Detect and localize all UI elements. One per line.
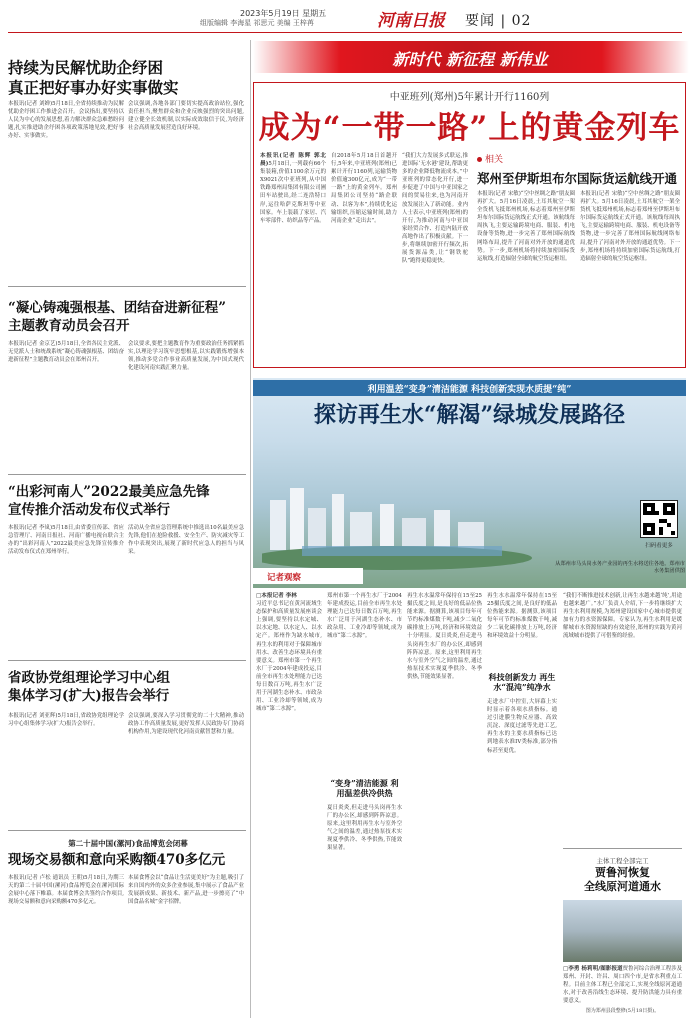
column-divider <box>250 40 251 1018</box>
feature-column-3: 再生水水温常年保持在15至25摄氏度之间,是良好的低品位热能来源。据测算,该项目每年可节约标准煤数千吨,减少二氧化碳排放上万吨,经济和环境效益十分明显。夏日炎炎,但走进马头岗再生水厂的办公区,却感到阵阵凉意。原来,这里利用再生水与室外空气之间的温差,通过热泵技术实现夏季供冷、冬季供热,节能效果显著。 <box>407 593 482 680</box>
article5-column-1: 本报讯(记者 卢松 通讯员 王朝)5月18日,为期三天的第二十届中国(漯河)食品博览会在漯河国际会展中心落下帷幕。本届食博会共签约合作项目,现场交易额和意向采购额470多亿元。 <box>8 875 124 906</box>
article2-column-2: 会议要求,要把主题教育作为重要政治任务抓紧抓实,以理论学习筑牢思想根基,以实践锻炼增强本领,推动多党合作事业高质量发展,为中国式现代化建设河南实践汇聚力量。 <box>128 341 244 372</box>
qr-code[interactable] <box>640 500 678 538</box>
feature-photo-caption: 从郑州市马头岗水务产业园的再生水将送往各地。郑州市水务集团供图 <box>555 561 685 574</box>
article4-column-2: 会议强调,要深入学习贯彻党的二十大精神,推动政协工作高质量发展,更好发挥人民政协专门协商机构作用,为建设现代化河南贡献智慧和力量。 <box>128 713 244 736</box>
qr-code-icon <box>643 503 675 535</box>
article5-title[interactable]: 现场交易额和意向采购额470多亿元 <box>8 852 226 868</box>
feature-column-5: “我们不断推进技术创新,让再生水越来越‘纯’,用途也越来越广。”水厂负责人介绍,下一步将继续扩大再生水利用规模,为郑州建设国家中心城市提供更加有力的水资源保障。专家认为,再生水利用是缓解城市水资源短缺的有效途径,郑州的实践为黄河流域城市提供了可借鉴的经验。 <box>563 593 682 640</box>
article-divider <box>8 830 246 831</box>
lead-byline: 本报讯(记者 陈辉 郭北晨) <box>260 153 326 168</box>
feature-column-1: □本报记者 李林 习近平总书记在黄河流域生态保护和高质量发展座谈会上强调,要坚持以水定城、以水定地、以水定人、以水定产。郑州作为缺水城市,再生水的利用对于保障城市用水、改善生态环境具有重要意义。郑州市第一个再生水厂于2004年建成投运,目前全市再生水处理能力已达每日数百万吨,再生水广泛用于河湖生态补水、市政杂用、工业冷却等领域,成为城市“第二水源”。 <box>256 593 322 713</box>
header-rule <box>8 32 682 33</box>
article2-title-line2[interactable]: 主题教育动员会召开 <box>8 318 130 334</box>
article1-column-2: 会议强调,各地各部门要切实提高政治站位,强化责任担当,聚焦群众和企业反映强烈的突出问题,建立健全长效机制,以实际成效取信于民,为经济社会高质量发展营造良好环境。 <box>128 101 244 132</box>
feature-subhead-2: 科技创新发力 再生水“混沌”纯净水 <box>488 672 556 692</box>
qr-label: 扫码看更多 <box>645 543 673 549</box>
bottom-box-rule <box>563 848 682 849</box>
bullet-icon <box>477 157 482 162</box>
feature-byline: □本报记者 李林 <box>256 593 297 599</box>
bottom-kicker: 主体工程全部完工 <box>596 857 649 865</box>
feature-column-4b: 走进水厂中控室,大屏幕上实时显示着各项水质指标。通过引进膜生物反应器、高效沉淀、深度过滤等先进工艺,再生水的主要水质指标已达到地表水准IV类标准,部分指标甚至更优。 <box>487 699 557 754</box>
section-name: 要闻 | 02 <box>465 13 532 29</box>
feature-column-2b: 夏日炎炎,但走进马头岗再生水厂的办公区,却感到阵阵凉意。原来,这里利用再生水与室外空气之间的温差,通过热泵技术实现夏季供冷、冬季供热,节能效果显著。 <box>327 805 402 852</box>
article3-title-line1[interactable]: “出彩河南人”2022最美应急先锋 <box>8 484 210 500</box>
feature-subhead-1: “变身”清洁能源 利用温差供冷供热 <box>330 778 399 798</box>
article5-kicker: 第二十届中国(漯河)食品博览会闭幕 <box>68 839 188 848</box>
article4-title-line2[interactable]: 集体学习(扩大)报告会举行 <box>8 688 170 704</box>
related-column-1: 本报讯(记者 宋敏)“空中丝绸之路”朋友圈再扩大。5月16日凌晨,土耳其航空一架全货机飞抵郑州机场,标志着郑州至伊斯坦布尔国际货运航线正式开通。该航线每周执飞,主要运输跨境电商、服装、机电设备等货物,进一步完善了郑州国际航线网络布局,提升了河南对外开放的通道优势。下一步,郑州机场将持续加密国际货运航线,打造辐射全球的航空货运枢纽。 <box>477 191 575 262</box>
bottom-photo-caption: 图为郑州县段整修(5月18日摄)。 <box>585 1008 660 1014</box>
feature-column-4: 再生水水温常年保持在15至25摄氏度之间,是良好的低品位热能来源。据测算,该项目每年可节约标准煤数千吨,减少二氧化碳排放上万吨,经济和环境效益十分明显。 <box>487 593 557 640</box>
article1-column-1: 本报讯(记者 刘婵)5月18日,全省持续推动为民解忧助企纾困工作推进会召开。会议指出,要坚持以人民为中心的发展思想,着力解决群众急难愁盼问题,扎实推进助企纾困各项政策落地见效,把好事办好、实事做实。 <box>8 101 124 140</box>
theme-banner-text: 新时代 新征程 新伟业 <box>392 50 548 69</box>
lead-kicker: 中亚班列(郑州)5年累计开行1160列 <box>389 92 550 103</box>
related-headline[interactable]: 郑州至伊斯坦布尔国际货运航线开通 <box>477 171 678 186</box>
article1-title-line1[interactable]: 持续为民解忧助企纾困 <box>8 58 164 77</box>
article5-column-2: 本届食博会以“食品让生活更美好”为主题,吸引了来自国内外的众多企业参展,集中展示了食品产业发展新成果、新技术、新产品,进一步擦亮了“中国食品名城”金字招牌。 <box>128 875 244 906</box>
bottom-headline-2[interactable]: 全线原河道通水 <box>584 880 661 893</box>
river-photo <box>563 900 682 962</box>
article2-column-1: 本报讯(记者 金京艺)5月18日,全省各民主党派、无党派人士和统战系统“凝心铸魂强根基、团结奋进新征程”主题教育动员会在郑州召开。 <box>8 341 124 364</box>
observer-tag: 记者观察 <box>253 568 363 584</box>
article3-column-2: 活动从全省应急管理系统中推选出10名最美应急先锋,他们在抢险救援、安全生产、防灾减灾等工作中表现突出,展现了新时代应急人的担当与风采。 <box>128 525 244 556</box>
related-column-2: 本报讯(记者 宋敏)“空中丝绸之路”朋友圈再扩大。5月16日凌晨,土耳其航空一架全货机飞抵郑州机场,标志着郑州至伊斯坦布尔国际货运航线正式开通。该航线每周执飞,主要运输跨境电商、服装、机电设备等货物,进一步完善了郑州国际航线网络布局,提升了河南对外开放的通道优势。下一步,郑州机场将持续加密国际货运航线,打造辐射全球的航空货运枢纽。 <box>580 191 680 262</box>
article-divider <box>8 474 246 475</box>
feature-column-2: 郑州市第一个再生水厂于2004年建成投运,目前全市再生水处理能力已达每日数百万吨,再生水广泛用于河湖生态补水、市政杂用、工业冷却等领域,成为城市“第二水源”。 <box>327 593 402 640</box>
article4-column-1: 本报讯(记者 刘亚辉)5月18日,省政协党组理论学习中心组集体学习(扩大)报告会举行。 <box>8 713 124 728</box>
editor-credits: 组版编辑 李海星 祁思元 美编 王梓苒 <box>200 19 314 27</box>
article-divider <box>8 286 246 287</box>
bottom-headline-1[interactable]: 贾鲁河恢复 <box>595 866 650 879</box>
feature-headline[interactable]: 探访再生水“解渴”绿城发展路径 <box>313 402 626 428</box>
lead-column-3: “我们大力发展多式联运,推进国际‘无水港’建设,帮助更多的企业降低物流成本。”中亚班列的常态化开行,进一步促进了中国与中亚国家之间的贸易往来,也为河南开放发展注入了新动能。业内人士表示,中亚班列(郑州)的开行,为推动河南与中亚国家经贸合作、打造内陆开放高地作出了积极贡献。下一步,将继续加密开行频次,拓展货源品类,让“钢铁驼队”跑得更稳更快。 <box>402 153 468 265</box>
newspaper-logo: 河南日报 <box>377 11 445 31</box>
article3-column-1: 本报讯(记者 李岚)5月18日,由省委宣传部、省应急管理厅、河南日报社、河南广播电视台联合主办的“出彩河南人”2022最美应急先锋宣传推介活动发布仪式在郑州举行。 <box>8 525 124 556</box>
article1-title-line2[interactable]: 真正把好事办好实事做实 <box>8 78 179 97</box>
city-skyline-illustration <box>262 460 542 570</box>
related-tag: 相关 <box>477 152 503 165</box>
lead-headline[interactable]: 成为“一带一路”上的黄金列车 <box>258 110 681 146</box>
feature-kicker: 利用温差“变身”清洁能源 科技创新实现水质提“纯” <box>367 385 572 395</box>
issue-date: 2023年5月19日 星期五 <box>240 9 327 18</box>
bottom-body: □李勇 杨莉明/图影报道贾鲁河综合治理工程涉及郑州、开封、许昌、周口四个市,是省水利重点工程。目前主体工程已全部完工,实现全线原河道通水,对于改善沿线生态环境、提升防洪能力具有重要意义。 <box>563 966 682 1005</box>
article3-title-line2[interactable]: 宣传推介活动发布仪式举行 <box>8 502 170 518</box>
article2-title-line1[interactable]: “凝心铸魂强根基、团结奋进新征程” <box>8 300 227 316</box>
article-divider <box>8 660 246 661</box>
lead-column-1: 本报讯(记者 陈辉 郭北晨)5月18日,一列载有66个集装箱,价值1100余万元的X9021次中亚班列,从中国铁路郑州局集团有限公司圃田车站驶出,经二连浩特口岸,运往哈萨克斯坦等中亚国家。车上装载了家居、汽车零部件、纺织品等产品。 <box>260 153 326 224</box>
article4-title-line1[interactable]: 省政协党组理论学习中心组 <box>8 670 170 686</box>
lead-column-2: 自2018年5月18日首趟开行,5年来,中亚班列(郑州)已累计开行1160列,运输货物价值逾300亿元,成为“一带一路”上的黄金列车。郑州局集团公司坚持“路企联动、以客为本”,持续优化运输组织,压缩运输时间,助力河南企业“走出去”。 <box>331 153 397 224</box>
